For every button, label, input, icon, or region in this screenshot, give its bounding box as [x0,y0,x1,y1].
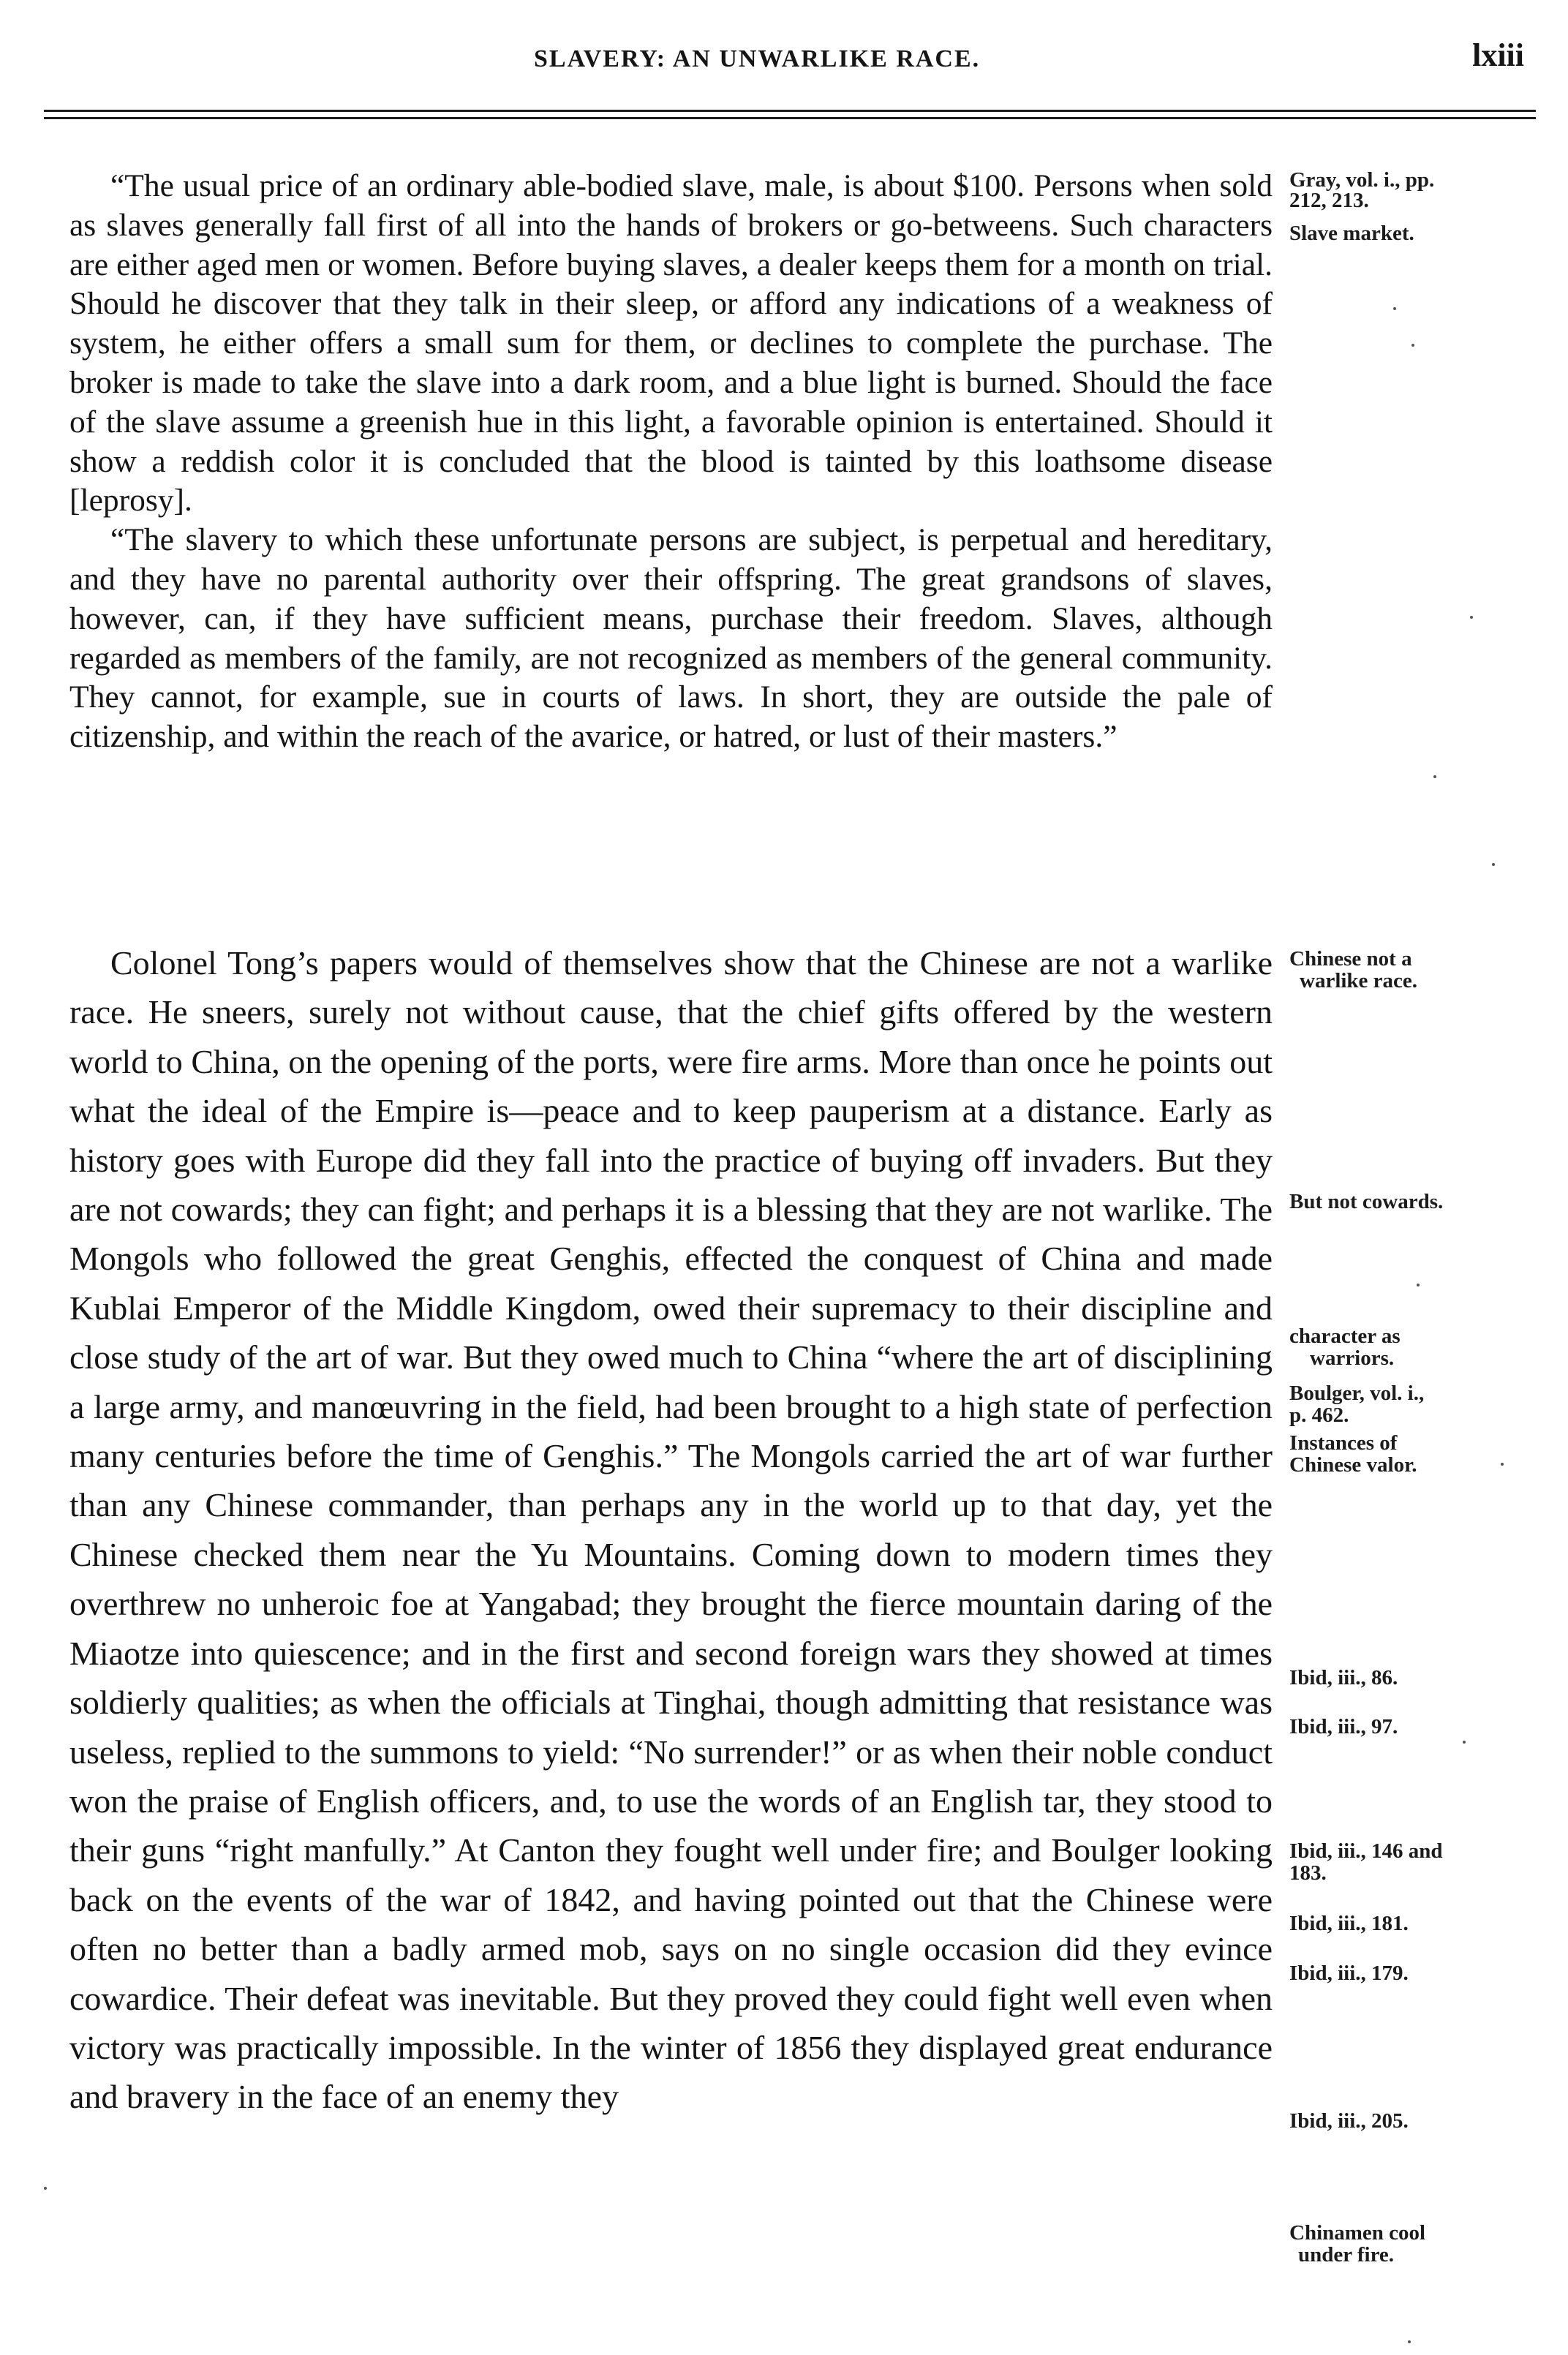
speck [1433,775,1436,778]
running-title: SLAVERY: AN UNWARLIKE RACE. [534,45,981,72]
header-rule-upper [44,110,1536,112]
sidenote-cool-under-fire: Chinamen cool under fire. [1289,2221,1426,2267]
header-rule-lower [44,117,1536,119]
quote-paragraph-price: “The usual price of an ordinary able-bodied slave, male, is about $100. Persons when sold as slaves generally fall first of all into the hands of brokers or go-betweens. Such characters are either aged men or women. Before buying slaves, a dealer keeps them for a month on trial. Should he discover that they talk in their sleep, or afford any indications of a weakness of system, he either offers a small sum for them, or declines to complete the purchase. The broker is made to take the slave into a dark room, and a blue light is burned. Should the face of the slave assume a greenish hue in this light, a favorable opinion is entertained. Should it show a reddish color it is concluded that the blood is tainted by this loathsome disease [leprosy]. [69,168,1273,519]
body-paragraph: Colonel Tong’s papers would of themselves show that the Chinese are not a warlike race. He sneers, surely not without cause, that the chief gifts offered by the western world to China, on the opening of the ports, were fire arms. More than once he points out what the ideal of the Empire is—peace and to keep pauperism at a distance. Early as history goes with Europe did they fall into the practice of buying off invaders. But they are not cowards; they can fight; and perhaps it is a blessing that they are not warlike. The Mongols who followed the great Genghis, effected the conquest of China and made Kublai Emperor of the Middle Kingdom, owed their supremacy to their discipline and close study of the art of war. But they owed much to China “where the art of disciplining a large army, and manœuvring in the field, had been brought to a high state of perfection many centuries before the time of Genghis.” The Mongols carried the art of war further than any Chinese commander, than perhaps any in the world up to that day, yet the Chinese checked them near the Yu Mountains. Coming down to modern times they overthrew no unheroic foe at Yangabad; they brought the fierce mountain daring of the Miaotze into quiescence; and in the first and second foreign wars they showed at times soldierly qualities; as when the officials at Tinghai, though admitting that resistance was useless, replied to the summons to yield: “No surrender!” or as when their noble conduct won the praise of English officers, and, to use the words of an English tar, they stood to their guns “right manfully.” At Canton they fought well under fire; and Boulger looking back on the events of the war of 1842, and having pointed out that the Chinese were often no better than a badly armed mob, says on no single occasion did they evince cowardice. Their defeat was inevitable. But they proved they could fight well even when victory was practically impossible. In the winter of 1856 they displayed great endurance and bravery in the face of an enemy they [69,944,1273,2116]
sidenote-not-warlike: Chinese not a warlike race. [1289,947,1418,992]
speck [44,2187,47,2190]
speck [1501,1463,1504,1466]
speck [1408,2340,1411,2343]
sidenote-not-cowards: But not cowards. [1289,1190,1444,1213]
quote-paragraph-hereditary: “The slavery to which these unfortunate persons are subject, is perpetual and hereditary, and they have no parental authority over their offspring. The great grandsons of slaves, however, can, if they have sufficient means, purchase their freedom. Slaves, although regarded as members of the family, are not recognized as members of the general community. They cannot, for example, sue in courts of laws. In short, they are outside the pale of citizenship, and within the reach of the avarice, or hatred, or lust of their masters.” [69,522,1273,755]
sidenote-ibid-97: Ibid, iii., 97. [1289,1715,1398,1738]
page-number: lxiii [1472,37,1524,73]
quoted-passage [69,167,1273,757]
sidenote-ibid-181: Ibid, iii., 181. [1289,1912,1409,1935]
sidenote-gray-ref: Gray, vol. i., pp. 212, 213. [1289,168,1435,212]
speck [1393,307,1396,310]
sidenote-ibid-179: Ibid, iii., 179. [1289,1962,1409,1985]
speck [1417,1284,1420,1286]
speck [1492,863,1495,866]
speck [1470,616,1473,619]
sidenote-slave-market: Slave market. [1289,222,1414,245]
speck [1463,1741,1466,1744]
sidenote-boulger-ref: Boulger, vol. i., p. 462. [1289,1382,1425,1427]
speck [1411,344,1414,347]
sidenote-character-warriors: character as warriors. [1289,1325,1401,1370]
sidenote-ibid-86: Ibid, iii., 86. [1289,1666,1398,1689]
body-text [69,938,1273,2122]
sidenote-ibid-205: Ibid, iii., 205. [1289,2109,1409,2133]
sidenote-ibid-146: Ibid, iii., 146 and 183. [1289,1839,1443,1885]
sidenote-instances-valor: Instances of Chinese valor. [1289,1431,1417,1477]
